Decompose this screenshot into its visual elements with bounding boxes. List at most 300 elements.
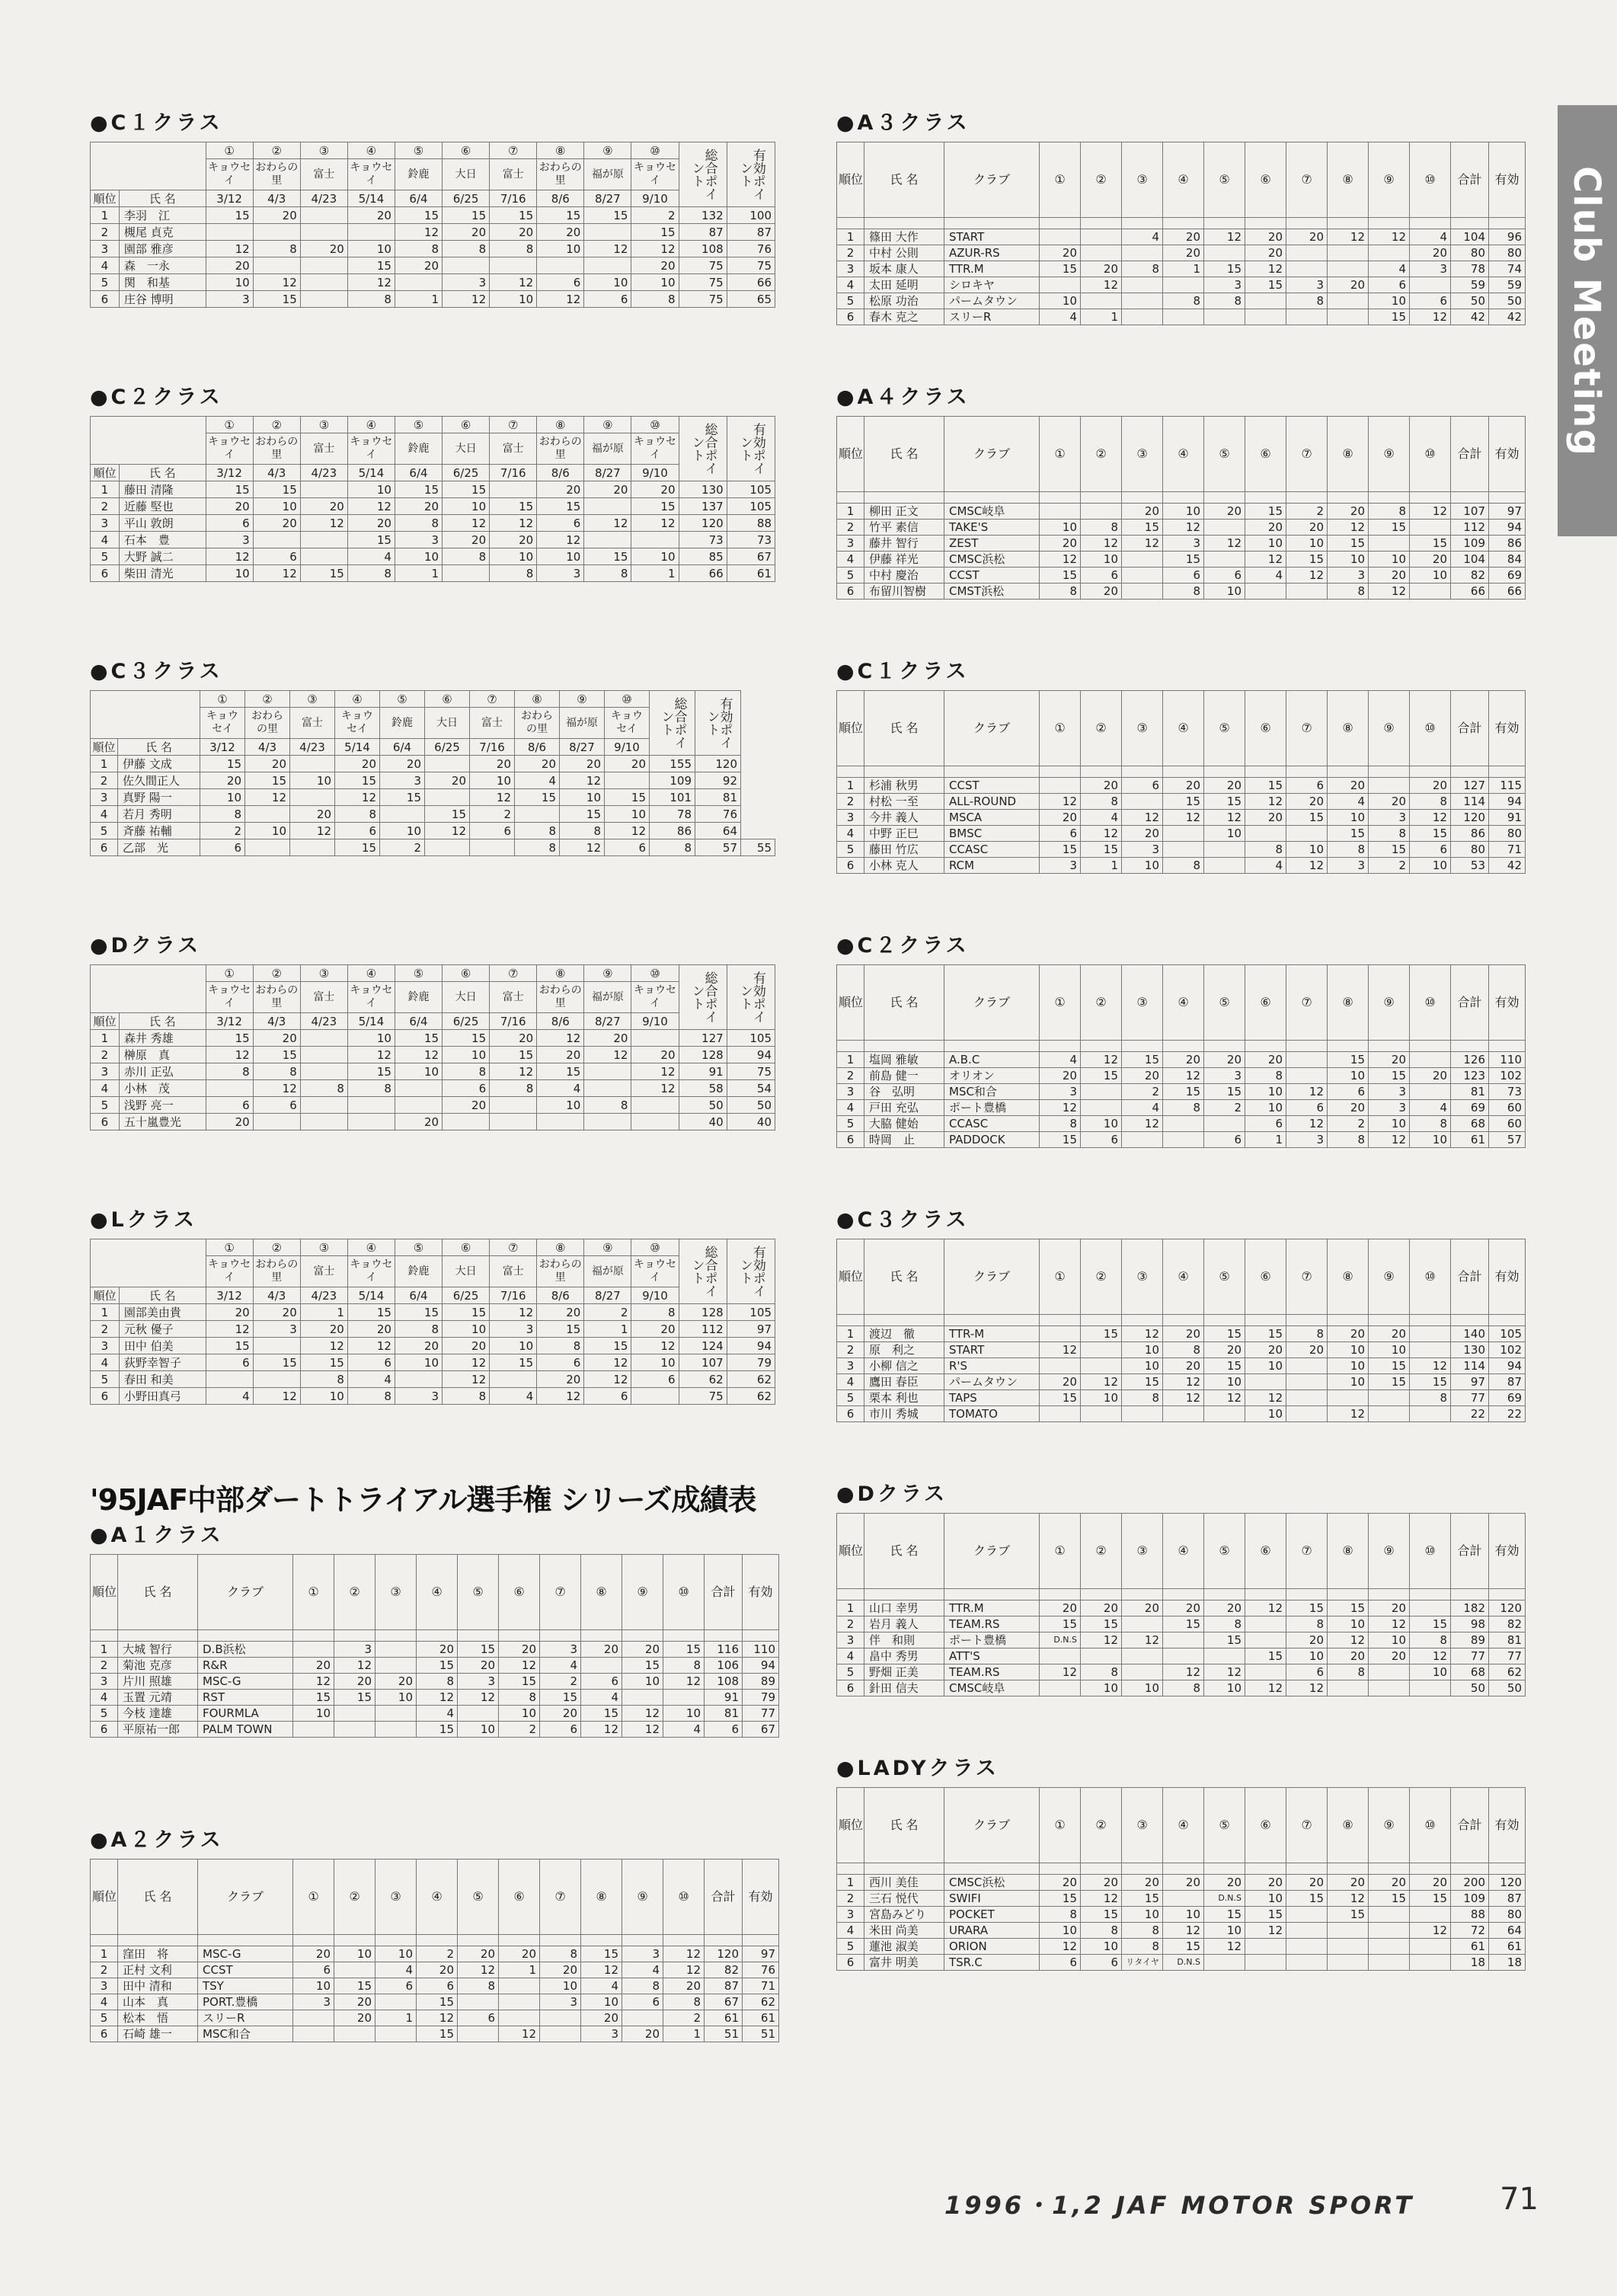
round-points-cell: 12 xyxy=(537,1388,584,1405)
round-points-cell xyxy=(1122,1406,1163,1422)
venue-name: 大日 xyxy=(443,982,490,1013)
round-number: ② xyxy=(253,965,300,982)
round-points-cell xyxy=(206,1371,253,1388)
round-points-cell: 3 xyxy=(380,772,425,789)
name-cell: 渡辺 徹 xyxy=(864,1326,944,1342)
club-cell: パームタウン xyxy=(944,293,1040,309)
round-points-cell xyxy=(334,1706,375,1722)
rank-cell: 3 xyxy=(837,261,864,277)
round-number: ⑦ xyxy=(1286,1239,1328,1315)
results-table xyxy=(90,1239,775,1405)
spacer-cell xyxy=(91,1935,118,1946)
points-cell: 59 xyxy=(1451,277,1489,293)
rank-cell: 6 xyxy=(837,1406,864,1422)
rank-cell: 1 xyxy=(837,1600,864,1616)
round-points-cell: 20 xyxy=(1204,778,1245,794)
points-cell: 75 xyxy=(727,1063,775,1080)
points-cell: 106 xyxy=(705,1658,743,1674)
rank-cell: 5 xyxy=(837,1939,864,1955)
name-cell: 今枝 達雄 xyxy=(118,1706,198,1722)
round-points-cell: 15 xyxy=(1122,1052,1163,1068)
round-points-cell: 20 xyxy=(1081,261,1122,277)
round-points-cell: 15 xyxy=(1040,261,1081,277)
round-number: ② xyxy=(253,417,300,433)
round-points-cell: 20 xyxy=(1040,1875,1081,1891)
round-points-cell xyxy=(1204,1406,1245,1422)
round-points-cell: 20 xyxy=(1286,520,1328,536)
round-points-cell: 10 xyxy=(537,1097,584,1114)
round-points-cell: 3 xyxy=(206,291,253,308)
round-points-cell: 15 xyxy=(1328,1907,1369,1923)
spacer-cell xyxy=(944,1863,1040,1875)
venue-name: おわらの里 xyxy=(253,1256,300,1287)
round-points-cell: 10 xyxy=(1122,1342,1163,1358)
round-points-cell: 12 xyxy=(347,498,395,515)
round-points-cell xyxy=(1122,1132,1163,1148)
venue-name: キョウセイ xyxy=(347,982,395,1013)
round-points-cell xyxy=(206,1080,253,1097)
round-number: ① xyxy=(1040,1239,1081,1315)
spacer-cell xyxy=(198,1935,293,1946)
points-cell: 73 xyxy=(727,532,775,548)
points-cell: 81 xyxy=(705,1706,743,1722)
round-points-cell: 12 xyxy=(458,1690,499,1706)
results-table xyxy=(90,1554,779,1738)
round-points-cell: 4 xyxy=(581,1978,622,1994)
round-points-cell: 10 xyxy=(200,789,245,806)
rank-header: 順位 xyxy=(837,417,864,492)
round-points-cell: 2 xyxy=(540,1674,581,1690)
round-points-cell: 12 xyxy=(1081,1891,1122,1907)
venue-name: おわらの里 xyxy=(537,159,584,190)
table-row xyxy=(837,1891,1526,1907)
round-points-cell: 2 xyxy=(1328,1116,1369,1132)
round-number: ⑨ xyxy=(584,142,631,159)
club-cell: シロキヤ xyxy=(944,277,1040,293)
table-row xyxy=(837,1616,1526,1632)
table-row xyxy=(91,548,775,565)
round-points-cell xyxy=(1245,584,1286,600)
venue-name: おわらの里 xyxy=(253,159,300,190)
points-cell: 86 xyxy=(1451,826,1489,842)
table-row xyxy=(837,1939,1526,1955)
round-points-cell: 10 xyxy=(206,565,253,582)
section-title: ●A３クラス xyxy=(836,111,970,135)
table-row xyxy=(837,810,1526,826)
club-cell: URARA xyxy=(944,1923,1040,1939)
round-points-cell xyxy=(1040,229,1081,245)
name-cell: 太田 延明 xyxy=(864,277,944,293)
round-number: ⑦ xyxy=(490,142,537,159)
points-cell: 8 xyxy=(650,839,695,856)
round-points-cell: 10 xyxy=(631,274,679,291)
round-points-cell xyxy=(1286,1068,1328,1084)
table-row xyxy=(837,1358,1526,1374)
total-header: 合計 xyxy=(1451,1788,1489,1863)
round-points-cell: 12 xyxy=(253,1080,300,1097)
round-points-cell: 4 xyxy=(1245,568,1286,584)
valid-header: 有効 xyxy=(1489,142,1526,218)
points-cell: 51 xyxy=(743,2026,779,2042)
round-points-cell: 10 xyxy=(499,1706,540,1722)
round-points-cell xyxy=(1410,1342,1451,1358)
round-points-cell: D.N.S xyxy=(1204,1891,1245,1907)
round-points-cell: 6 xyxy=(622,1994,663,2010)
round-points-cell: 8 xyxy=(1245,842,1286,858)
round-points-cell: 8 xyxy=(537,1338,584,1354)
round-points-cell xyxy=(490,481,537,498)
venue-name: 鈴鹿 xyxy=(395,433,442,465)
round-points-cell: 8 xyxy=(1040,1116,1081,1132)
table-row xyxy=(91,257,775,274)
round-number: ⑨ xyxy=(622,1860,663,1935)
points-cell: 105 xyxy=(727,481,775,498)
venue-name: キョウセイ xyxy=(200,708,245,739)
spacer-cell xyxy=(1163,1863,1204,1875)
round-points-cell: 12 xyxy=(1163,1664,1204,1680)
round-points-cell: 20 xyxy=(537,1371,584,1388)
points-cell: 18 xyxy=(1489,1955,1526,1971)
round-points-cell: 15 xyxy=(417,1722,458,1738)
round-number: ③ xyxy=(1122,142,1163,218)
round-number: ⑥ xyxy=(443,1239,490,1256)
table-row xyxy=(837,1955,1526,1971)
round-points-cell: 8 xyxy=(490,241,537,257)
round-points-cell: 12 xyxy=(1245,261,1286,277)
rank-cell: 3 xyxy=(91,1063,120,1080)
points-cell: 82 xyxy=(1489,1616,1526,1632)
round-points-cell: 12 xyxy=(1204,810,1245,826)
round-date: 3/12 xyxy=(206,1287,253,1304)
spacer-cell xyxy=(1122,766,1163,778)
points-cell: 126 xyxy=(1451,1052,1489,1068)
venue-name: キョウセイ xyxy=(335,708,380,739)
round-points-cell: 8 xyxy=(1328,1132,1369,1148)
club-cell: CCASC xyxy=(944,842,1040,858)
round-points-cell: 15 xyxy=(1204,261,1245,277)
round-points-cell xyxy=(490,1114,537,1130)
table-row xyxy=(837,293,1526,309)
round-points-cell: 15 xyxy=(1245,778,1286,794)
round-number: ⑥ xyxy=(1245,1788,1286,1863)
round-points-cell: D.N.S xyxy=(1040,1632,1081,1648)
round-points-cell: 10 xyxy=(490,548,537,565)
round-points-cell: 20 xyxy=(253,1304,300,1321)
round-points-cell: 8 xyxy=(1204,293,1245,309)
points-cell: 105 xyxy=(727,1030,775,1047)
round-points-cell xyxy=(1286,245,1328,261)
spacer-cell xyxy=(743,1935,779,1946)
round-points-cell: 10 xyxy=(1328,552,1369,568)
points-cell: 60 xyxy=(1489,1116,1526,1132)
round-points-cell: 20 xyxy=(1040,1600,1081,1616)
rank-header: 順位 xyxy=(91,739,118,756)
round-points-cell: 6 xyxy=(1369,277,1410,293)
round-date: 4/23 xyxy=(290,739,335,756)
spacer-cell xyxy=(1410,766,1451,778)
table-row xyxy=(91,1338,775,1354)
round-number: ⑦ xyxy=(540,1555,581,1630)
name-cell: 小野田真弓 xyxy=(119,1388,206,1405)
rank-cell: 1 xyxy=(91,1030,120,1047)
round-points-cell xyxy=(253,224,300,241)
round-number: ② xyxy=(1081,1239,1122,1315)
round-points-cell: 10 xyxy=(293,1706,334,1722)
round-points-cell: 8 xyxy=(1122,1939,1163,1955)
round-points-cell xyxy=(395,1097,442,1114)
table-row xyxy=(91,1946,779,1962)
valid-points-header: 有効ポイント xyxy=(727,965,775,1030)
round-points-cell xyxy=(1328,245,1369,261)
round-points-cell: 20 xyxy=(490,1030,537,1047)
spacer-cell xyxy=(1081,1863,1122,1875)
points-cell: 102 xyxy=(1489,1068,1526,1084)
round-points-cell: 10 xyxy=(443,1047,490,1063)
spacer-cell xyxy=(1451,492,1489,504)
round-points-cell: 3 xyxy=(537,565,584,582)
rank-cell: 1 xyxy=(91,481,120,498)
round-points-cell: 6 xyxy=(1040,826,1081,842)
round-points-cell: 6 xyxy=(584,291,631,308)
spacer-cell xyxy=(1040,1589,1081,1600)
spacer-cell xyxy=(864,766,944,778)
points-cell: 96 xyxy=(1489,229,1526,245)
round-points-cell xyxy=(1369,1406,1410,1422)
round-points-cell: 15 xyxy=(1369,1891,1410,1907)
club-header: クラブ xyxy=(944,142,1040,218)
club-header: クラブ xyxy=(944,1514,1040,1589)
round-points-cell: 2 xyxy=(380,839,425,856)
points-cell: 130 xyxy=(679,481,727,498)
round-points-cell: 6 xyxy=(631,1371,679,1388)
round-points-cell xyxy=(1410,1052,1451,1068)
round-points-cell: 3 xyxy=(1204,277,1245,293)
rank-cell: 1 xyxy=(91,1304,120,1321)
round-points-cell: 4 xyxy=(1410,229,1451,245)
points-cell: 77 xyxy=(1489,1648,1526,1664)
spacer-cell xyxy=(1489,218,1526,229)
venue-name: 鈴鹿 xyxy=(395,982,442,1013)
round-date: 7/16 xyxy=(490,1287,537,1304)
points-cell: 137 xyxy=(679,498,727,515)
round-points-cell xyxy=(1040,1648,1081,1664)
round-number: ④ xyxy=(1163,417,1204,492)
round-points-cell: 12 xyxy=(1204,1390,1245,1406)
round-points-cell: 8 xyxy=(1410,1632,1451,1648)
round-points-cell xyxy=(1081,229,1122,245)
round-points-cell: 8 xyxy=(584,565,631,582)
club-header: クラブ xyxy=(944,691,1040,766)
points-cell: 62 xyxy=(727,1388,775,1405)
round-points-cell: 6 xyxy=(375,1978,417,1994)
spacer-cell xyxy=(1204,766,1245,778)
round-points-cell xyxy=(1204,1116,1245,1132)
rank-cell: 2 xyxy=(837,1068,864,1084)
round-points-cell: 12 xyxy=(1081,826,1122,842)
table-row xyxy=(837,1084,1526,1100)
round-points-cell: 8 xyxy=(631,1304,679,1321)
round-points-cell: 3 xyxy=(458,1674,499,1690)
round-points-cell: 10 xyxy=(458,1722,499,1738)
spacer-cell xyxy=(293,1935,334,1946)
round-points-cell: 1 xyxy=(663,2026,705,2042)
round-number: ⑩ xyxy=(631,142,679,159)
spacer-cell xyxy=(1286,492,1328,504)
round-points-cell: 4 xyxy=(375,1962,417,1978)
rank-header: 順位 xyxy=(837,691,864,766)
round-points-cell: 15 xyxy=(253,1354,300,1371)
name-cell: 篠田 大作 xyxy=(864,229,944,245)
round-points-cell xyxy=(395,1371,442,1388)
points-cell: 68 xyxy=(1451,1664,1489,1680)
round-points-cell: 20 xyxy=(443,532,490,548)
round-number: ④ xyxy=(347,965,395,982)
round-number: ① xyxy=(293,1860,334,1935)
points-cell: 97 xyxy=(1451,1374,1489,1390)
points-cell: 68 xyxy=(1451,1116,1489,1132)
name-cell: 塩岡 雅敏 xyxy=(864,1052,944,1068)
points-cell: 65 xyxy=(727,291,775,308)
round-points-cell: 15 xyxy=(1410,1616,1451,1632)
points-cell: 76 xyxy=(743,1962,779,1978)
round-points-cell: 4 xyxy=(1369,261,1410,277)
header-row xyxy=(837,1788,1526,1863)
round-points-cell: 20 xyxy=(537,1304,584,1321)
round-points-cell xyxy=(1163,1116,1204,1132)
round-points-cell xyxy=(1081,1406,1122,1422)
spacer-cell xyxy=(118,1935,198,1946)
round-points-cell xyxy=(1369,778,1410,794)
header-blank xyxy=(91,691,200,739)
round-points-cell: 12 xyxy=(537,532,584,548)
results-table xyxy=(90,1859,779,2042)
points-cell: 84 xyxy=(1489,552,1526,568)
rank-cell: 6 xyxy=(91,1722,118,1738)
name-cell: 平原祐一郎 xyxy=(118,1722,198,1738)
round-date: 6/4 xyxy=(380,739,425,756)
round-points-cell xyxy=(1122,568,1163,584)
round-points-cell: 20 xyxy=(300,241,347,257)
venue-name: 大日 xyxy=(425,708,470,739)
points-cell: 71 xyxy=(1489,842,1526,858)
round-points-cell: 12 xyxy=(293,1674,334,1690)
round-points-cell: 20 xyxy=(1163,1875,1204,1891)
points-cell: 120 xyxy=(695,756,741,772)
results-table xyxy=(836,416,1526,600)
spacer-cell xyxy=(944,492,1040,504)
round-points-cell: 10 xyxy=(300,1388,347,1405)
spacer-cell xyxy=(663,1630,705,1642)
table-row xyxy=(91,1063,775,1080)
round-points-cell: 20 xyxy=(581,2010,622,2026)
round-points-cell: 20 xyxy=(499,1946,540,1962)
round-points-cell: 20 xyxy=(631,481,679,498)
round-points-cell xyxy=(1163,842,1204,858)
club-cell: TAPS xyxy=(944,1390,1040,1406)
points-cell: 107 xyxy=(679,1354,727,1371)
valid-header: 有効 xyxy=(1489,1239,1526,1315)
round-points-cell: 6 xyxy=(417,1978,458,1994)
results-table xyxy=(836,964,1526,1148)
round-points-cell xyxy=(347,1114,395,1130)
round-number: ⑧ xyxy=(1328,417,1369,492)
round-points-cell: 10 xyxy=(537,548,584,565)
spacer-cell xyxy=(1245,1041,1286,1052)
round-points-cell: 12 xyxy=(1040,1342,1081,1358)
round-points-cell: 12 xyxy=(1369,584,1410,600)
round-points-cell: 20 xyxy=(540,1962,581,1978)
round-points-cell: 20 xyxy=(1286,1632,1328,1648)
round-points-cell: 4 xyxy=(540,1658,581,1674)
round-points-cell: 12 xyxy=(206,548,253,565)
round-points-cell: 12 xyxy=(1204,536,1245,552)
round-number: ⑩ xyxy=(1410,417,1451,492)
round-points-cell xyxy=(425,839,470,856)
points-cell: 109 xyxy=(650,772,695,789)
round-points-cell: 8 xyxy=(584,1097,631,1114)
spacer-cell xyxy=(1122,1589,1163,1600)
points-cell: 22 xyxy=(1489,1406,1526,1422)
round-points-cell: 4 xyxy=(206,1388,253,1405)
name-cell: 小柳 信之 xyxy=(864,1358,944,1374)
club-cell: A.B.C xyxy=(944,1052,1040,1068)
round-points-cell xyxy=(300,274,347,291)
spacer-cell xyxy=(864,218,944,229)
points-cell: 80 xyxy=(1489,245,1526,261)
table-row xyxy=(91,1690,779,1706)
round-points-cell: 15 xyxy=(1040,842,1081,858)
round-points-cell xyxy=(1040,778,1081,794)
header-row xyxy=(91,1555,779,1630)
round-number: ⑩ xyxy=(631,417,679,433)
table-row xyxy=(91,515,775,532)
round-points-cell: 10 xyxy=(1204,1374,1245,1390)
rank-cell: 3 xyxy=(837,810,864,826)
round-points-cell: 8 xyxy=(663,1994,705,2010)
round-points-cell: 20 xyxy=(334,2010,375,2026)
table-row xyxy=(837,1923,1526,1939)
venue-name: 富士 xyxy=(490,982,537,1013)
left-club-sections xyxy=(90,1517,775,2127)
round-number: ⑩ xyxy=(1410,1788,1451,1863)
round-points-cell xyxy=(1163,826,1204,842)
round-points-cell: 15 xyxy=(245,772,290,789)
name-cell: 五十嵐豊光 xyxy=(119,1114,206,1130)
round-row xyxy=(91,1239,775,1256)
spacer-cell xyxy=(1451,1041,1489,1052)
round-points-cell: 20 xyxy=(1122,1068,1163,1084)
points-cell: 67 xyxy=(705,1994,743,2010)
round-points-cell xyxy=(1245,1939,1286,1955)
valid-header: 有効 xyxy=(1489,965,1526,1041)
round-points-cell: 10 xyxy=(1122,1680,1163,1696)
round-points-cell: 20 xyxy=(1369,1875,1410,1891)
round-points-cell xyxy=(499,1978,540,1994)
round-number: ⑥ xyxy=(1245,691,1286,766)
points-cell: 64 xyxy=(695,823,741,839)
name-cell: 伊藤 文成 xyxy=(118,756,200,772)
round-points-cell: 20 xyxy=(1245,810,1286,826)
round-points-cell: 20 xyxy=(293,1658,334,1674)
round-points-cell xyxy=(300,548,347,565)
club-cell: TEAM.RS xyxy=(944,1616,1040,1632)
round-points-cell xyxy=(1410,1326,1451,1342)
round-points-cell: 15 xyxy=(347,1063,395,1080)
points-cell: 72 xyxy=(1451,1923,1489,1939)
round-points-cell: 15 xyxy=(1369,520,1410,536)
points-cell: 86 xyxy=(1489,536,1526,552)
name-header: 氏 名 xyxy=(864,142,944,218)
